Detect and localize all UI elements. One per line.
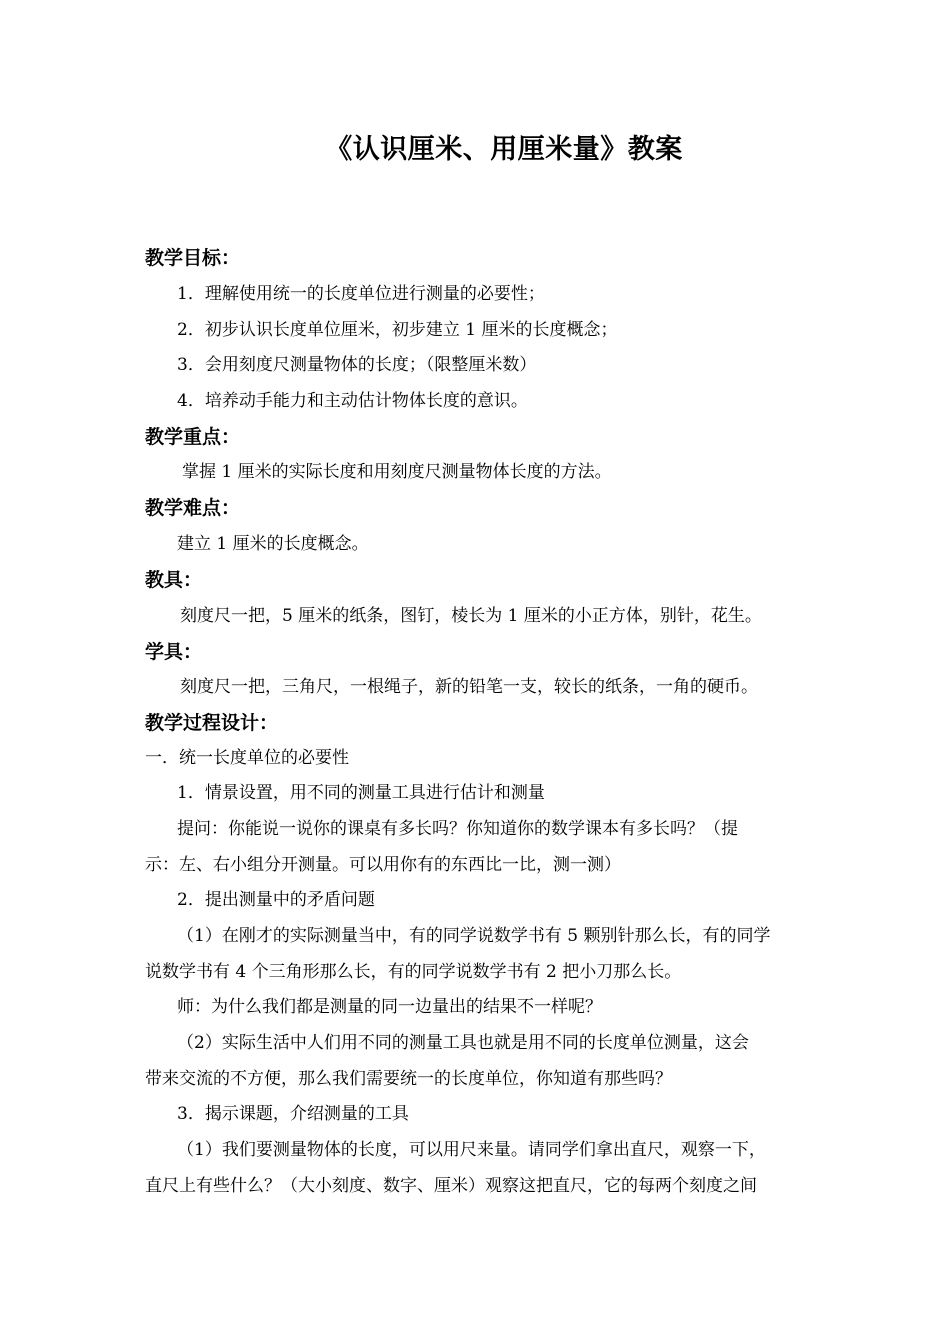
student-aids-text: 刻度尺一把，三角尺，一根绳子，新的铅笔一支，较长的纸条，一角的硬币。	[180, 677, 758, 697]
teaching-aids-heading: 教具：	[145, 569, 203, 591]
objective-item: 3．会用刻度尺测量物体的长度；（限整厘米数）	[177, 355, 537, 375]
process-line: （2）实际生活中人们用不同的测量工具也就是用不同的长度单位测量，这会	[177, 1033, 749, 1053]
objective-item: 4．培养动手能力和主动估计物体长度的意识。	[177, 391, 528, 411]
process-line: 说数学书有 4 个三角形那么长，有的同学说数学书有 2 把小刀那么长。	[145, 962, 682, 982]
process-line: 直尺上有些什么？（大小刻度、数字、厘米）观察这把直尺，它的每两个刻度之间	[145, 1176, 757, 1196]
process-line: 带来交流的不方便，那么我们需要统一的长度单位，你知道有那些吗？	[145, 1069, 672, 1089]
key-points-heading: 教学重点：	[145, 426, 241, 448]
objective-item: 2．初步认识长度单位厘米，初步建立 1 厘米的长度概念；	[177, 320, 618, 340]
teaching-aids-text: 刻度尺一把，5 厘米的纸条，图钉，棱长为 1 厘米的小正方体，别针，花生。	[180, 606, 762, 626]
student-aids-heading: 学具：	[145, 641, 203, 663]
document-title: 《认识厘米、用厘米量》教案	[325, 134, 683, 165]
difficulties-text: 建立 1 厘米的长度概念。	[177, 534, 369, 554]
process-line: （1）在刚才的实际测量当中，有的同学说数学书有 5 颗别针那么长，有的同学	[177, 926, 771, 946]
difficulties-heading: 教学难点：	[145, 497, 241, 519]
key-points-text: 掌握 1 厘米的实际长度和用刻度尺测量物体长度的方法。	[182, 462, 612, 482]
process-line: 提问：你能说一说你的课桌有多长吗？你知道你的数学课本有多长吗？（提	[177, 819, 738, 839]
objective-item: 1．理解使用统一的长度单位进行测量的必要性；	[177, 284, 545, 304]
process-line: 2．提出测量中的矛盾问题	[177, 890, 375, 910]
process-line: 1．情景设置，用不同的测量工具进行估计和测量	[177, 783, 545, 803]
process-line: 示：左、右小组分开测量。可以用你有的东西比一比，测一测）	[145, 855, 621, 875]
process-line: （1）我们要测量物体的长度，可以用尺来量。请同学们拿出直尺，观察一下，	[177, 1140, 766, 1160]
objectives-heading: 教学目标：	[145, 247, 241, 269]
process-line: 一．统一长度单位的必要性	[145, 748, 349, 768]
process-heading: 教学过程设计：	[145, 712, 279, 734]
process-line: 3．揭示课题，介绍测量的工具	[177, 1104, 409, 1124]
process-line: 师：为什么我们都是测量的同一边量出的结果不一样呢？	[177, 997, 602, 1017]
